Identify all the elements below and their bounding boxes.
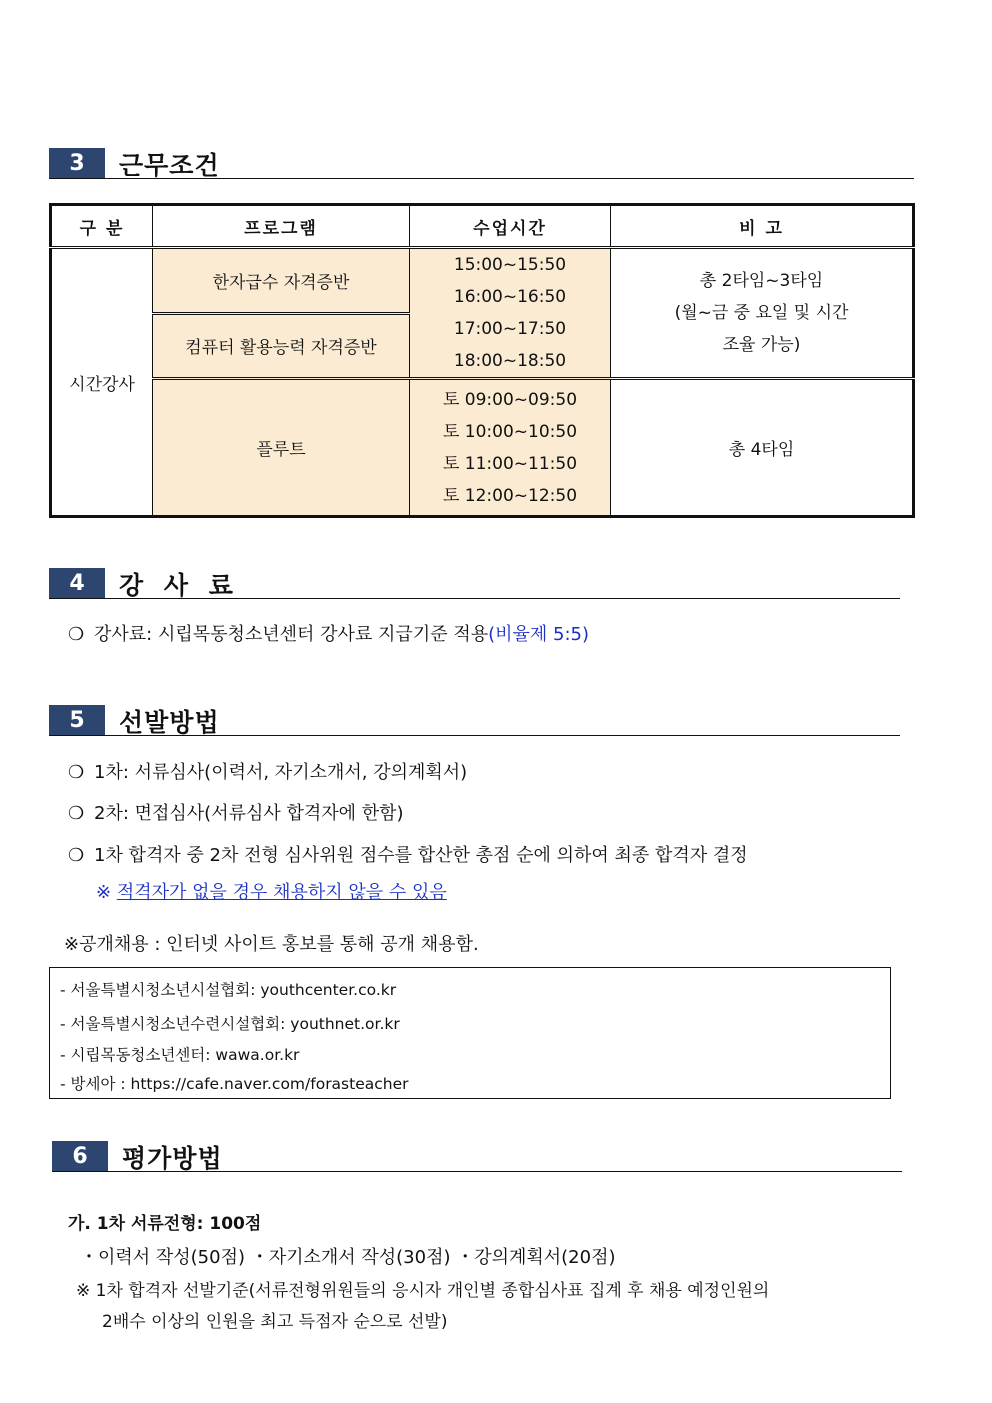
time-slot: 16:00~16:50 xyxy=(453,287,567,307)
col-header-time: 수업시간 xyxy=(410,205,611,248)
section-5-header xyxy=(49,705,900,736)
program-cell: 한자급수 자격증반 xyxy=(153,248,410,314)
section-3-header xyxy=(49,148,914,179)
time-cell xyxy=(410,379,611,517)
note-line: 총 2타임~3타임 xyxy=(699,271,824,291)
section-4-header xyxy=(49,568,900,599)
selection-step: 1차 합격자 중 2차 전형 심사위원 점수를 합산한 총점 순에 의하여 최종 합격자 결정 xyxy=(94,845,748,866)
bullet-icon: ❍ xyxy=(68,762,85,783)
time-slot: 17:00~17:50 xyxy=(453,319,567,339)
public-recruit-text: ※공개채용 : 인터넷 사이트 홍보를 통해 공개 채용함. xyxy=(64,934,479,955)
col-header-program: 프로그램 xyxy=(153,205,410,248)
section-title: 평가방법 xyxy=(122,1144,223,1173)
site-item: - 서울특별시청소년시설협회: youthcenter.co.kr xyxy=(60,981,397,999)
list-item xyxy=(68,799,404,825)
site-item: - 서울특별시청소년수련시설협회: youthnet.or.kr xyxy=(60,1015,400,1033)
note-cell: 총 4타임 xyxy=(611,379,914,517)
section-title: 선발방법 xyxy=(119,708,220,737)
fee-text: 강사료: 시립목동청소년센터 강사료 지급기준 적용 xyxy=(94,624,489,645)
section-number: 6 xyxy=(52,1141,108,1171)
section-number: 5 xyxy=(49,705,105,735)
selection-step: 2차: 면접심사(서류심사 합격자에 한함) xyxy=(94,803,404,824)
time-slot: 토 10:00~10:50 xyxy=(442,421,578,442)
fee-line xyxy=(68,620,589,646)
site-item: - 시립목동청소년센터: wawa.or.kr xyxy=(60,1046,300,1064)
section-number: 4 xyxy=(49,568,105,598)
note-line: (월~금 중 요일 및 시간 xyxy=(674,303,849,323)
evaluation-note: ※ 1차 합격자 선발기준(서류전형위원들의 응시자 개인별 종합심사표 집계 후 채용 예정인원의 xyxy=(76,1281,770,1301)
selection-step: 1차: 서류심사(이력서, 자기소개서, 강의계획서) xyxy=(94,762,468,783)
list-item xyxy=(68,841,888,867)
section-number: 3 xyxy=(49,148,105,178)
time-slot: 토 09:00~09:50 xyxy=(442,389,578,410)
time-slot: 토 11:00~11:50 xyxy=(442,453,578,474)
evaluation-note-cont: 2배수 이상의 인원을 최고 득점자 순으로 선발) xyxy=(102,1312,448,1332)
section-6-header xyxy=(52,1141,902,1172)
note-mark: ※ xyxy=(96,882,112,903)
bullet-icon: ❍ xyxy=(68,803,85,824)
selection-note xyxy=(96,878,447,904)
section-title: 강 사 료 xyxy=(119,571,239,600)
fee-ratio: (비율제 5:5) xyxy=(488,624,590,645)
evaluation-items: ・이력서 작성(50점) ・자기소개서 작성(30점) ・강의계획서(20점) xyxy=(80,1247,616,1268)
col-header-note: 비 고 xyxy=(611,205,914,248)
bullet-icon: ❍ xyxy=(68,624,85,645)
program-cell: 컴퓨터 활용능력 자격증반 xyxy=(153,313,410,379)
section-title: 근무조건 xyxy=(119,151,220,180)
work-conditions-table xyxy=(49,203,915,518)
time-slot: 15:00~15:50 xyxy=(453,255,567,275)
program-cell: 플루트 xyxy=(153,379,410,517)
time-slot: 18:00~18:50 xyxy=(453,351,567,371)
evaluation-heading: 가. 1차 서류전형: 100점 xyxy=(68,1214,262,1234)
site-item: - 방세아 : https://cafe.naver.com/forasteacher xyxy=(60,1075,409,1093)
recruit-sites-box xyxy=(49,967,891,1099)
bullet-icon: ❍ xyxy=(68,845,85,866)
note-text: 적격자가 없을 경우 채용하지 않을 수 있음 xyxy=(116,882,447,903)
time-cell xyxy=(410,248,611,379)
table-row xyxy=(51,379,914,517)
table-header-row xyxy=(51,205,914,248)
category-cell: 시간강사 xyxy=(51,248,153,517)
col-header-category: 구 분 xyxy=(51,205,153,248)
list-item xyxy=(68,758,467,784)
table-row xyxy=(51,248,914,314)
note-cell xyxy=(611,248,914,379)
time-slot: 토 12:00~12:50 xyxy=(442,485,578,506)
note-line: 조율 가능) xyxy=(722,335,801,355)
